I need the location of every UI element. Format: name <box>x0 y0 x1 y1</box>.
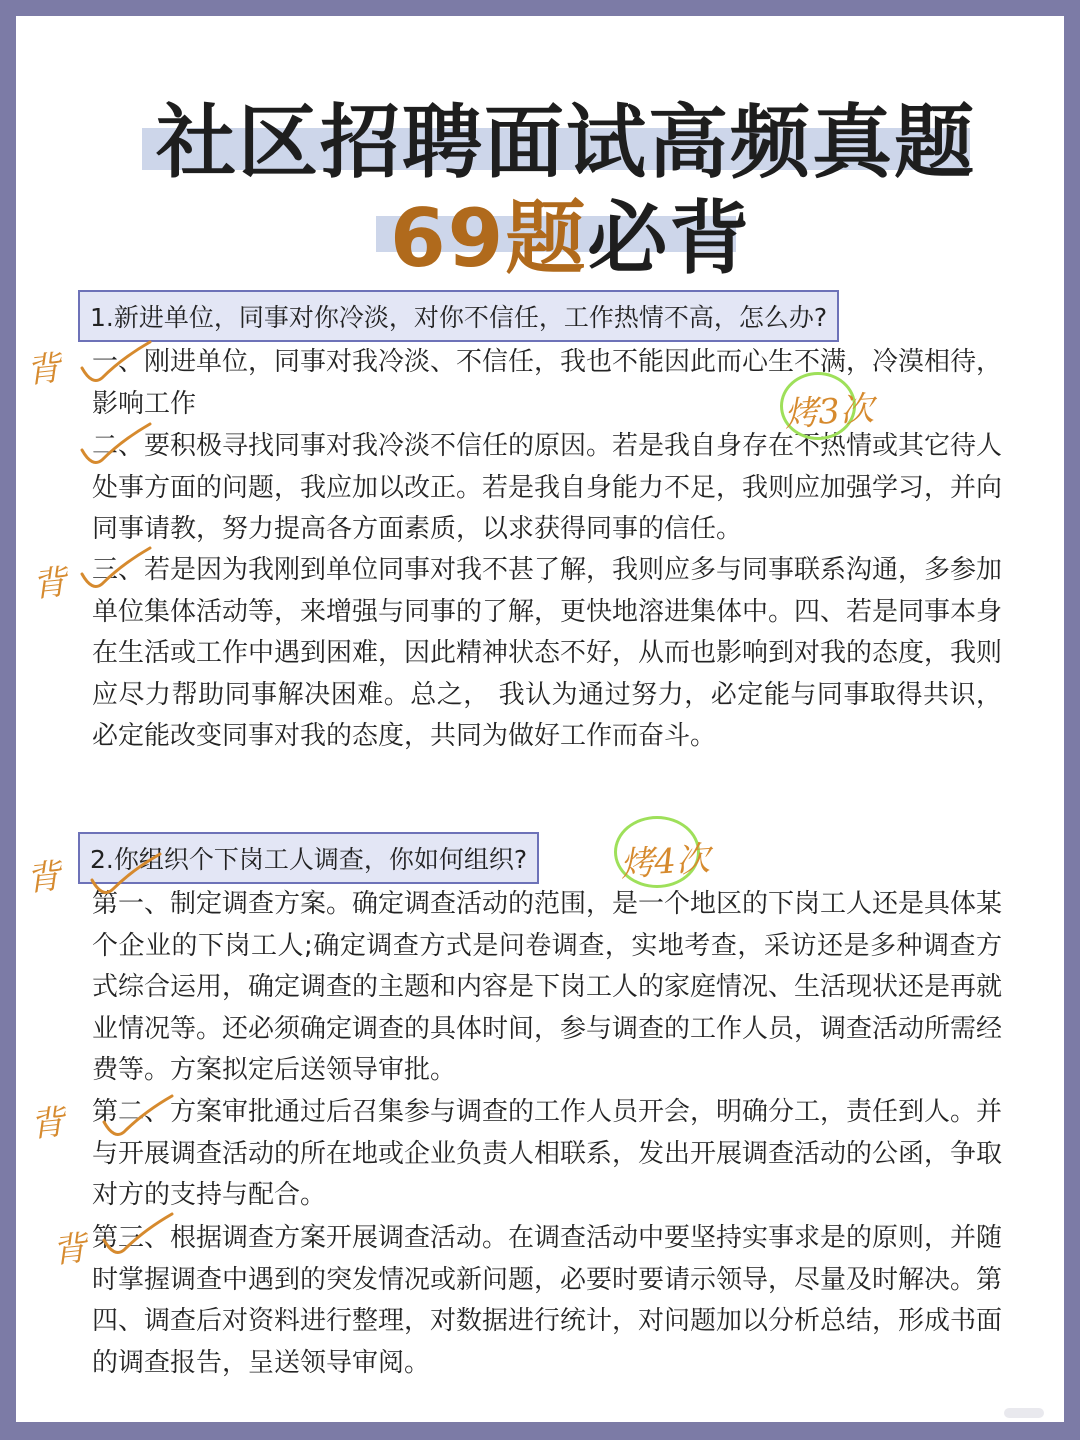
q1-answer-para-2: 二、要积极寻找同事对我冷淡不信任的原因。若是我自身存在不热情或其它待人处事方面的问题，我应加以改正。若是我自身能力不足，我则应加强学习，并向同事请教，努力提高各方面素质，以求获得同事的信任。 <box>92 431 1003 545</box>
subtitle-text: 必背 <box>587 192 752 285</box>
subtitle-number: 69题 <box>390 192 588 285</box>
q2-answer-para-3: 第三、根据调查方案开展调查活动。在调查活动中要坚持实事求是的原则，并随时掌握调查中遇到的突发情况或新问题，必要时要请示领导，尽量及时解决。第四、调查后对资料进行整理，对数据进行统计，对问题加以分析总结，形成书面的调查报告，呈送领导审阅。 <box>92 1223 1003 1378</box>
check-mark-icon <box>78 420 158 470</box>
q1-answer-para-3: 三、若是因为我刚到单位同事对我不甚了解，我则应多与同事联系沟通，多参加单位集体活动等，来增强与同事的了解，更快地溶进集体中。四、若是同事本身在生活或工作中遇到困难，因此精神状态不好，从而也影响到对我的态度，我则应尽力帮助同事解决困难。总之， 我认为通过努力，必定能与同事取得共识，必定能改变同事对我的态度，共同为做好工作而奋斗。 <box>92 555 1003 752</box>
handwritten-note-2: 烤4次 <box>618 838 712 886</box>
check-mark-icon <box>78 544 158 594</box>
handwritten-note-1: 烤3次 <box>782 388 876 436</box>
handwritten-bei-3: 背 <box>24 856 63 900</box>
check-mark-icon <box>88 850 168 900</box>
page-sheet <box>16 16 1064 1422</box>
question-1-box: 1.新进单位，同事对你冷淡，对你不信任，工作热情不高，怎么办? <box>78 290 839 342</box>
watermark <box>1004 1408 1044 1418</box>
check-mark-icon <box>100 1092 180 1142</box>
handwritten-bei-2: 背 <box>30 562 69 606</box>
check-mark-icon <box>100 1210 180 1260</box>
handwritten-bei-5: 背 <box>50 1228 89 1272</box>
q2-answer-para-2: 第二、方案审批通过后召集参与调查的工作人员开会，明确分工，责任到人。并与开展调查活动的所在地或企业负责人相联系，发出开展调查活动的公函，争取对方的支持与配合。 <box>92 1097 1003 1211</box>
page-title: 社区招聘面试高频真题 <box>156 96 976 189</box>
q2-answer-para-1: 第一、制定调查方案。确定调查活动的范围，是一个地区的下岗工人还是具体某个企业的下岗工人;确定调查方式是问卷调查，实地考查，采访还是多种调查方式综合运用，确定调查的主题和内容是下岗工人的家庭情况、生活现状还是再就业情况等。还必须确定调查的具体时间，参与调查的工作人员，调查活动所需经费等。方案拟定后送领导审批。 <box>92 889 1003 1086</box>
handwritten-bei-4: 背 <box>28 1102 67 1146</box>
check-mark-icon <box>78 338 158 388</box>
page-subtitle <box>390 174 751 289</box>
question-2-box: 2.你组织个下岗工人调查，你如何组织? <box>78 832 539 884</box>
q1-answer-para-1: 一、刚进单位，同事对我冷淡、不信任，我也不能因此而心生不满，冷漠相待，影响工作 <box>92 347 1003 419</box>
handwritten-bei-1: 背 <box>24 348 63 392</box>
